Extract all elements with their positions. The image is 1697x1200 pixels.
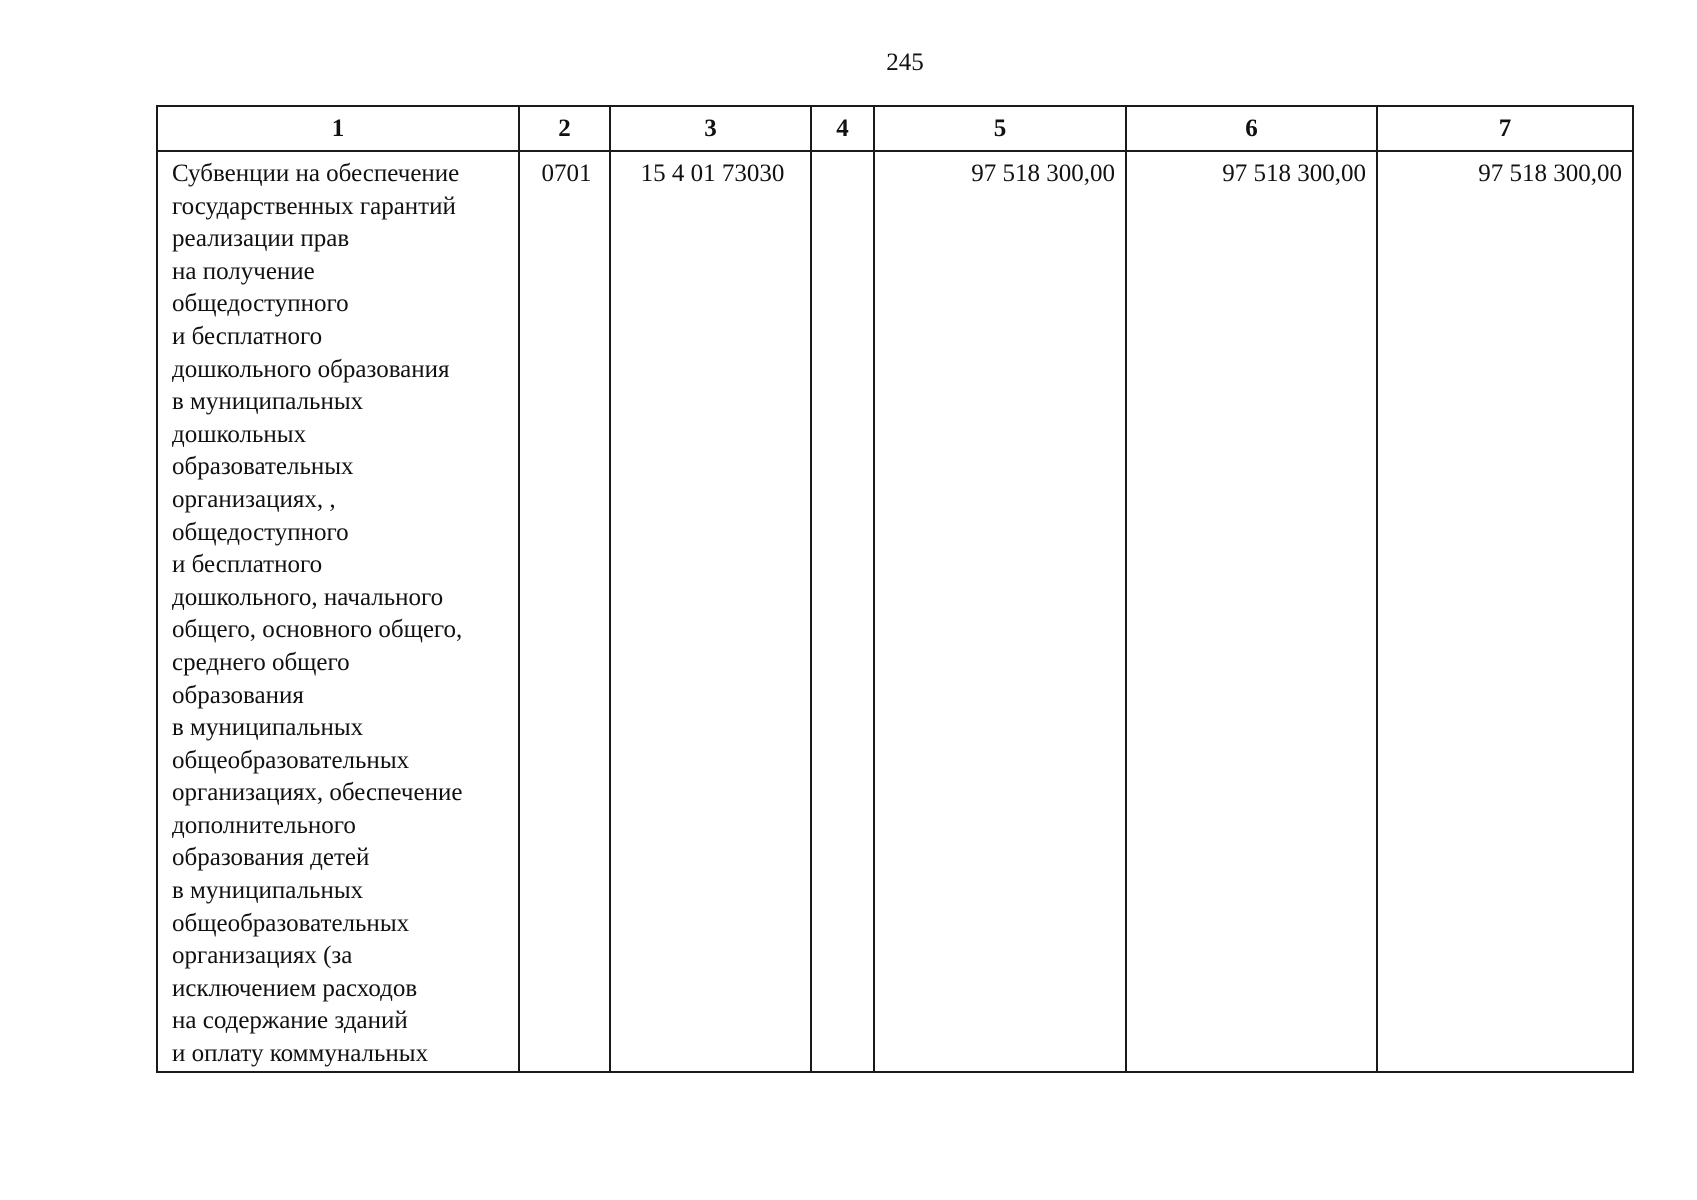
column-header-4: 4	[811, 106, 874, 151]
column-header-1: 1	[157, 106, 519, 151]
section-code-cell: 0701	[519, 151, 610, 1072]
expense-type-cell	[811, 151, 874, 1072]
column-header-3: 3	[610, 106, 811, 151]
table-row	[157, 151, 1633, 1072]
column-header-5: 5	[874, 106, 1126, 151]
page-number: 245	[886, 49, 924, 76]
column-header-7: 7	[1377, 106, 1633, 151]
amount-cell-5: 97 518 300,00	[874, 151, 1126, 1072]
budget-table	[156, 105, 1634, 1073]
target-article-cell: 15 4 01 73030	[610, 151, 811, 1072]
header-row	[157, 106, 1633, 151]
column-header-2: 2	[519, 106, 610, 151]
amount-cell-7: 97 518 300,00	[1377, 151, 1633, 1072]
amount-cell-6: 97 518 300,00	[1126, 151, 1377, 1072]
column-header-6: 6	[1126, 106, 1377, 151]
expense-name-cell: Субвенции на обеспечение государственных гарантий реализации прав на получение общедоступного и бесплатного дошкольного образования в муниципальных дошкольных образовательных организациях, , общедоступного и бесплатного дошкольного, начального общего, основного общего, среднего общего образования в муниципальных общеобразовательных организациях, обеспечение дополнительного образования детей в муниципальных общеобразовательных организациях (за исключением расходов на содержание зданий и оплату коммунальных	[157, 151, 519, 1072]
